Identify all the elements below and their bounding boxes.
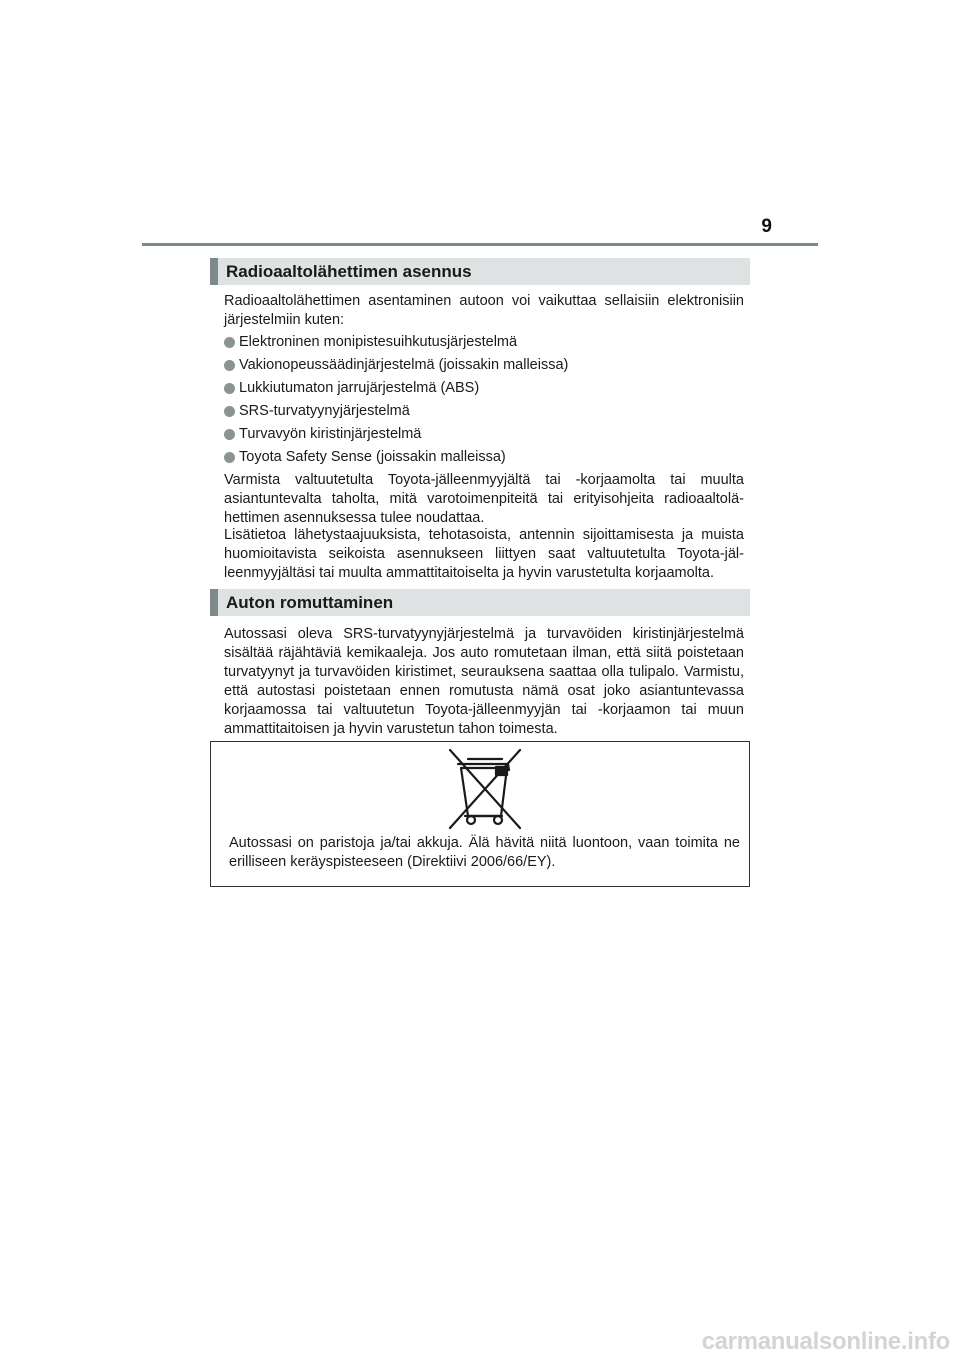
radio-intro: Radioaaltolähettimen asentaminen autoon voi vaikuttaa sellaisiin elektronisiin järjestelmiin kuten: <box>224 293 744 328</box>
radio-info-paragraph: Lisätietoa lähetystaajuuksista, tehotasoista, antennin sijoittamisesta ja muista huomioitavista seikoista asennukseen liittyen saat valtuutetulta Toyota-jälleenmyyjältäsi tai muulta ammattitaitoiselta ja hyvin varustetulta korjaamolta. <box>224 527 744 581</box>
bullet-icon <box>224 383 235 394</box>
list-item <box>224 402 744 425</box>
page-number: 9 <box>761 216 772 237</box>
crossed-out-wheelie-bin-icon <box>444 746 526 830</box>
list-item-text: Elektroninen monipistesuihkutusjärjestelmä <box>239 334 518 350</box>
battery-notice-box <box>210 741 750 887</box>
list-item <box>224 356 744 379</box>
list-item-text: Turvavyön kiristinjärjestelmä <box>239 426 422 442</box>
list-item <box>224 379 744 402</box>
bullet-icon <box>224 360 235 371</box>
radio-systems-list <box>224 333 744 471</box>
scrap-paragraph: Autossasi oleva SRS-turvatyynyjärjestelmä ja turvavöiden kiristinjärjestelmä sisältää räjähtäviä kemikaaleja. Jos auto romutetaan ilman, että siitä poistetaan turvatyynyt ja turvavöiden kiristimet, seurauksena saattaa olla tulipalo. Varmistu, että autostasi poistetaan ennen romutusta nämä osat joko asiantuntevassa korjaamossa tai valtuutetun Toyota-jälleenmyyjän tai -korjaamon tai muun ammattitaitoisen ja hyvin varustetun tahon toimesta. <box>224 626 744 737</box>
radio-precautions-paragraph: Varmista valtuutetulta Toyota-jälleenmyyjältä tai -korjaamolta tai muulta asiantuntevalta taholta, mitä varotoimenpiteitä tai erityisohjeita radioaaltolähettimen asennuksessa tulee noudattaa. <box>224 472 744 526</box>
section-heading-scrap: Auton romuttaminen <box>210 589 750 616</box>
header-rule <box>142 243 818 246</box>
list-item-text: Vakionopeussäädinjärjestelmä (joissakin malleissa) <box>239 357 569 373</box>
bullet-icon <box>224 337 235 348</box>
battery-notice-text: Autossasi on paristoja ja/tai akkuja. Älä hävitä niitä luontoon, vaan toimita ne erilliseen keräyspisteeseen (Direktiivi 2006/66/EY). <box>229 835 740 870</box>
list-item <box>224 425 744 448</box>
section-heading-radio: Radioaaltolähettimen asennus <box>210 258 750 285</box>
list-item-text: Toyota Safety Sense (joissakin malleissa) <box>239 449 506 465</box>
list-item <box>224 448 744 471</box>
bullet-icon <box>224 452 235 463</box>
list-item <box>224 333 744 356</box>
bullet-icon <box>224 429 235 440</box>
list-item-text: SRS-turvatyynyjärjestelmä <box>239 403 410 419</box>
bullet-icon <box>224 406 235 417</box>
list-item-text: Lukkiutumaton jarrujärjestelmä (ABS) <box>239 380 480 396</box>
watermark: carmanualsonline.info <box>701 1328 950 1355</box>
